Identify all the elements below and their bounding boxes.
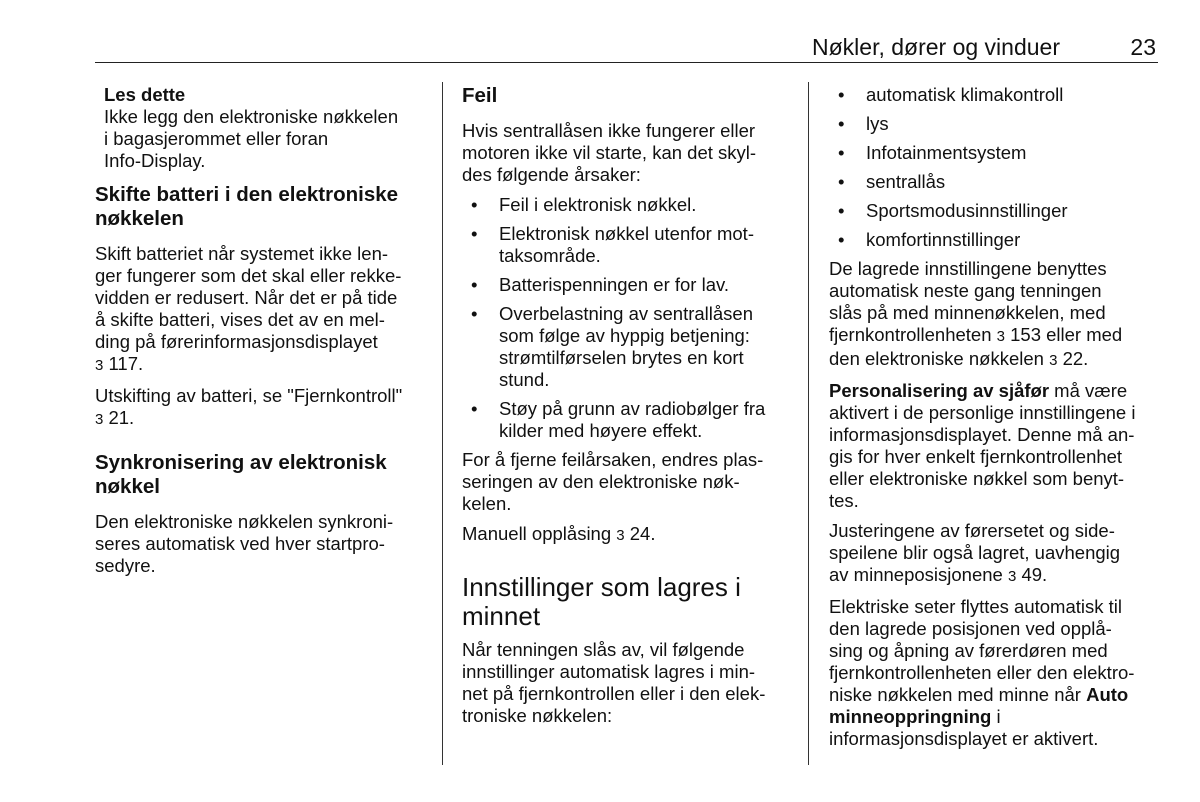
page-number: 23 xyxy=(1130,34,1156,60)
list-item: • Feil i elektronisk nøkkel. xyxy=(462,194,792,216)
column-divider-1 xyxy=(442,82,443,765)
heading-battery: Skifte batteri i den elektroniske nøkkelen xyxy=(95,183,399,230)
fault-list xyxy=(462,194,792,442)
list-item: • Overbelastning av sentrallåsen som følge av hyppig betjening: strømtilførselen brytes en kort stund. xyxy=(462,303,792,391)
page-ref-icon[interactable]: 3 xyxy=(95,357,104,374)
page-ref-icon[interactable]: 3 xyxy=(1007,568,1017,585)
page-header-title: Nøkler, dører og vinduer xyxy=(812,34,1060,60)
list-item: • sentrallås xyxy=(829,171,1159,193)
note-line: i bagasjerommet eller foran xyxy=(104,128,329,149)
note-line: Ikke legg den elektroniske nøkkelen xyxy=(104,106,399,127)
list-item: • Sportsmodusinnstillinger xyxy=(829,200,1159,222)
column-3 xyxy=(829,84,1159,758)
paragraph-seat-mirror: Justeringene av førersetet og side- speilene blir også lagret, uavhengig av minneposisjonene 3 49. xyxy=(829,520,1121,585)
page-ref[interactable]: 22. xyxy=(1062,348,1089,369)
list-item: • komfortinnstillinger xyxy=(829,229,1159,251)
paragraph-battery-replace: Utskifting av batteri, se "Fjernkontroll" 3 21. xyxy=(95,385,403,428)
page-ref-icon[interactable]: 3 xyxy=(616,527,625,544)
page-ref[interactable]: 153 eller med xyxy=(1010,324,1123,345)
paragraph-saved-settings: De lagrede innstillingene benyttes automatisk neste gang tenningen slås på med minnenøkkelen, med fjernkontrollenheten 3 153 eller med den elektroniske nøkkelen 3 22. xyxy=(829,258,1123,369)
setting-name: Auto xyxy=(1086,684,1129,705)
page-ref[interactable]: 21. xyxy=(108,407,135,428)
memory-list xyxy=(829,84,1159,251)
heading-fault: Feil xyxy=(462,84,498,107)
paragraph-personalization: Personalisering av sjåfør må være aktivert i de personlige innstillingene i informasjonsdisplayet. Denne må an- gis for hver enkelt fjernkontrollenhet eller elektroniske nøkkel som benyt- tes. xyxy=(829,380,1136,511)
page-ref-icon[interactable]: 3 xyxy=(95,411,104,428)
list-item: • Støy på grunn av radiobølger fra kilder med høyere effekt. xyxy=(462,398,792,442)
page-ref[interactable]: 24. xyxy=(629,523,656,544)
setting-name: minneoppringning xyxy=(829,706,992,727)
list-item: • lys xyxy=(829,113,1159,135)
paragraph-memory-intro: Når tenningen slås av, vil følgende innstillinger automatisk lagres i min- net på fjernkontrollen eller i den elek- troniske nøkkelen: xyxy=(462,639,766,726)
list-item: • Infotainmentsystem xyxy=(829,142,1159,164)
paragraph-battery: Skift batteriet når systemet ikke len- ger fungerer som det skal eller rekke- vidden er redusert. Når det er på tide å skifte batteri, vises det av en mel- ding på førerinformasjonsdisplayet 3 117. xyxy=(95,243,402,374)
list-item: • Elektronisk nøkkel utenfor mot- taksområde. xyxy=(462,223,792,267)
paragraph-manual-unlock: Manuell opplåsing 3 24. xyxy=(462,523,656,544)
heading-memory-settings: Innstillinger som lagres i minnet xyxy=(462,572,741,631)
note-title: Les dette xyxy=(104,84,186,105)
heading-sync: Synkronisering av elektronisk nøkkel xyxy=(95,451,387,498)
paragraph-sync: Den elektroniske nøkkelen synkroni- seres automatisk ved hver startpro- sedyre. xyxy=(95,511,394,576)
header-rule xyxy=(95,62,1158,63)
paragraph-electric-seats: Elektriske seter flyttes automatisk til den lagrede posisjonen ved opplå- sing og åpning av førerdøren med fjernkontrollenheten eller den elektro- niske nøkkelen med minne når Auto minneoppringning i informasjonsdisplayet er aktivert. xyxy=(829,596,1135,749)
page-ref[interactable]: 117. xyxy=(108,353,144,374)
column-divider-2 xyxy=(808,82,809,765)
page-ref[interactable]: 49. xyxy=(1021,564,1048,585)
paragraph-fault-intro: Hvis sentrallåsen ikke fungerer eller motoren ikke vil starte, kan det skyl- des følgende årsaker: xyxy=(462,120,757,185)
page-ref-icon[interactable]: 3 xyxy=(996,328,1005,345)
page-ref-icon[interactable]: 3 xyxy=(1049,352,1058,369)
list-item: • Batterispenningen er for lav. xyxy=(462,274,792,296)
note-line: Info-Display. xyxy=(104,150,206,171)
column-1 xyxy=(95,84,425,585)
column-2 xyxy=(462,84,792,735)
paragraph-fix: For å fjerne feilårsaken, endres plas- seringen av den elektroniske nøk- kelen. xyxy=(462,449,764,514)
setting-name: Personalisering av sjåfør xyxy=(829,380,1050,401)
list-item: • automatisk klimakontroll xyxy=(829,84,1159,106)
note-box xyxy=(95,84,425,172)
